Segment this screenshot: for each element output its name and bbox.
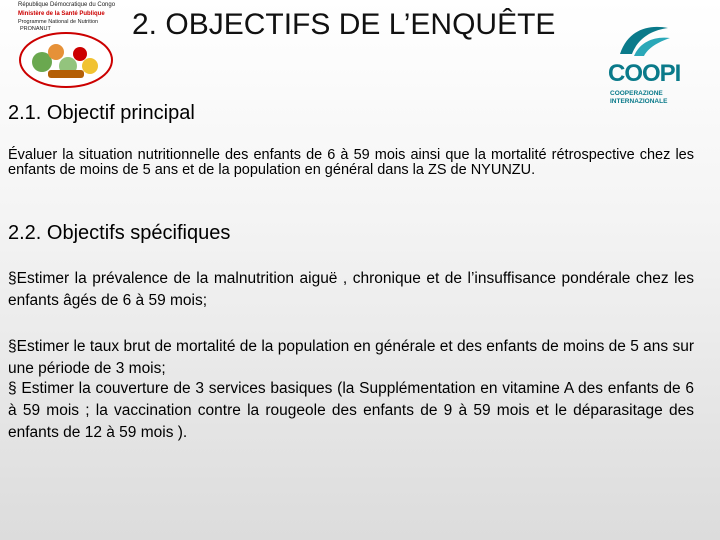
coopi-logo — [600, 20, 695, 110]
section-heading-main-objective: 2.1. Objectif principal — [8, 102, 195, 124]
specific-objective-bullet-1: §Estimer la prévalence de la malnutrition aiguë , chronique et de l’insuffisance pondérale chez les enfants âgés de 6 à 59 mois; — [8, 270, 694, 309]
ministry-logo-line3: Programme National de Nutrition — [18, 19, 99, 25]
main-objective-text: Évaluer la situation nutritionnelle des enfants de 6 à 59 mois ainsi que la mortalité rétrospective chez les enfants de moins de 5 ans et de la population en général dans la ZS de NYUNZU. — [8, 147, 694, 178]
coopi-wordmark: COOPI — [608, 60, 681, 87]
ministry-logo — [18, 0, 118, 90]
ministry-logo-line2: Ministère de la Santé Publique — [18, 11, 105, 17]
coopi-subtitle-1: COOPERAZIONE — [610, 90, 663, 97]
slide-title: 2. OBJECTIFS DE L’ENQUÊTE — [132, 8, 556, 41]
ministry-logo-line4: PRONANUT — [20, 26, 51, 32]
section-heading-specific-objectives: 2.2. Objectifs spécifiques — [8, 222, 231, 244]
coopi-wave-icon — [614, 20, 674, 60]
specific-objective-bullet-2: §Estimer le taux brut de mortalité de la population en générale et des enfants de moins de 5 ans sur une période de 3 mois; — [8, 338, 694, 377]
nutrition-food-icon — [18, 30, 116, 88]
ministry-logo-line1: République Démocratique du Congo — [18, 2, 116, 8]
coopi-subtitle-2: INTERNAZIONALE — [610, 98, 668, 105]
specific-objective-bullet-3: § Estimer la couverture de 3 services basiques (la Supplémentation en vitamine A des enfants de 6 à 59 mois ; la vaccination contre la rougeole des enfants de 9 à 59 mois et le déparasitage des enfants de 12 à 59 mois ). — [8, 380, 694, 441]
